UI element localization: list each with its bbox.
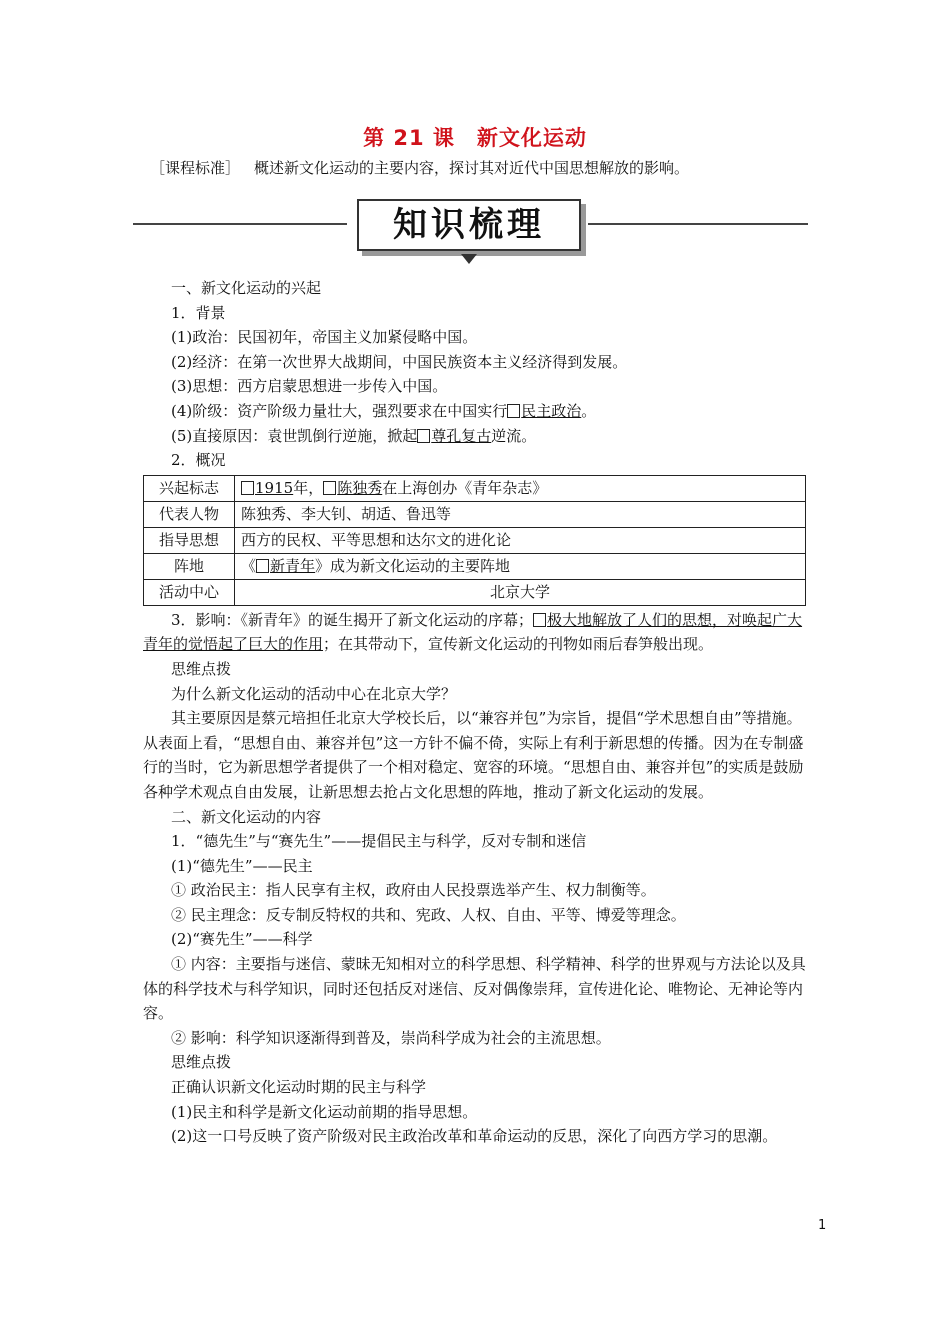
thinking-tip-title: 思维点拨 — [171, 659, 232, 678]
content-point: ① 政治民主：指人民享有主权，政府由人民投票选举产生、权力制衡等。 — [171, 881, 656, 900]
blank-box-icon — [323, 481, 336, 495]
table-row — [144, 553, 806, 579]
table-value: 《 新青年》成为新文化运动的主要阵地 — [235, 553, 806, 579]
section-heading: 二、新文化运动的内容 — [171, 807, 322, 826]
blank-box-icon — [417, 429, 430, 443]
thinking-tip-title: 思维点拨 — [171, 1053, 232, 1072]
content-point: ② 民主理念：反专制反特权的共和、宪政、人权、自由、平等、博爱等理念。 — [171, 905, 686, 924]
banner-title: 知识梳理 — [357, 199, 581, 251]
content-point: ② 影响：科学知识逐渐得到普及，崇尚科学成为社会的主流思想。 — [171, 1028, 611, 1047]
banner-pointer-icon — [461, 254, 477, 264]
curriculum-standard-text: 概述新文化运动的主要内容，探讨其对近代中国思想解放的影响。 — [254, 159, 690, 177]
table-value: 陈独秀、李大钊、胡适、鲁迅等 — [235, 501, 806, 527]
background-politics: (1)政治：民国初年，帝国主义加紧侵略中国。 — [171, 328, 478, 347]
main-content — [143, 276, 808, 1149]
impact-paragraph: 3．影响：《新青年》的诞生揭开了新文化运动的序幕； 极大地解放了人们的思想，对唤起广大青年的觉悟起了巨大的作用；在其带动下，宣传新文化运动的刊物如雨后春笋般出现。 — [143, 610, 803, 654]
table-row — [144, 527, 806, 553]
table-value: 北京大学 — [235, 579, 806, 605]
table-value: 西方的民权、平等思想和达尔文的进化论 — [235, 527, 806, 553]
blank-box-icon — [533, 613, 546, 627]
blank-box-icon — [507, 404, 520, 418]
curriculum-standard — [150, 157, 689, 178]
table-key: 活动中心 — [144, 579, 235, 605]
thinking-point: (1)民主和科学是新文化运动前期的指导思想。 — [171, 1102, 478, 1121]
thinking-point: (2)这一口号反映了资产阶级对民主政治改革和革命运动的反思，深化了向西方学习的思潮。 — [171, 1127, 778, 1146]
banner-rule-right — [588, 223, 808, 225]
background-direct-cause: (5)直接原因：袁世凯倒行逆施，掀起 尊孔复古逆流。 — [171, 426, 537, 445]
content-point: ① 内容：主要指与迷信、蒙昧无知相对立的科学思想、科学精神、科学的世界观与方法论以及具体的科学技术与科学知识，同时还包括反对迷信、反对偶像崇拜，宣传进化论、唯物论、无神论等内容。 — [143, 955, 806, 1023]
lesson-name: 新文化运动 — [476, 126, 587, 150]
subheading-overview: 2．概况 — [171, 451, 226, 470]
table-key: 代表人物 — [144, 501, 235, 527]
blank-box-icon — [256, 559, 269, 573]
table-value: 1915年， 陈独秀在上海创办《青年杂志》 — [235, 475, 806, 501]
section-heading: 一、新文化运动的兴起 — [171, 279, 322, 297]
lesson-number: 第 21 课 — [363, 126, 455, 150]
content-point: (2)“赛先生”——科学 — [171, 930, 313, 949]
table-key: 指导思想 — [144, 527, 235, 553]
table-row — [144, 501, 806, 527]
blank-box-icon — [241, 481, 254, 495]
background-thought: (3)思想：西方启蒙思想进一步传入中国。 — [171, 377, 448, 396]
background-class: (4)阶级：资产阶级力量壮大，强烈要求在中国实行 民主政治。 — [171, 401, 597, 420]
thinking-answer: 其主要原因是蔡元培担任北京大学校长后，以“兼容并包”为宗旨，提倡“学术思想自由”等措施。从表面上看，“思想自由、兼容并包”这一方针不偏不倚，实际上有利于新思想的传播。因为在专制盛行的当时，它为新思想学者提供了一个相对稳定、宽容的环境。“思想自由、兼容并包”的实质是鼓励各种学术观点自由发展，让新思想去抢占文化思想的阵地，推动了新文化运动的发展。 — [143, 709, 804, 801]
overview-table — [143, 475, 806, 606]
table-row — [144, 579, 806, 605]
thinking-question: 为什么新文化运动的活动中心在北京大学？ — [171, 684, 457, 703]
table-key: 阵地 — [144, 553, 235, 579]
banner-rule-left — [133, 223, 347, 225]
background-economy: (2)经济：在第一次世界大战期间，中国民族资本主义经济得到发展。 — [171, 352, 628, 371]
content-point: 1．“德先生”与“赛先生”——提倡民主与科学，反对专制和迷信 — [171, 832, 587, 851]
section-banner — [133, 196, 808, 266]
content-point: (1)“德先生”——民主 — [171, 856, 313, 875]
thinking-question: 正确认识新文化运动时期的民主与科学 — [171, 1078, 427, 1097]
table-row — [144, 475, 806, 501]
curriculum-standard-tag: ［课程标准］ — [150, 159, 241, 177]
page-number: 1 — [818, 1218, 827, 1233]
table-key: 兴起标志 — [144, 475, 235, 501]
lesson-title — [0, 122, 950, 152]
subheading-background: 1．背景 — [171, 303, 226, 322]
